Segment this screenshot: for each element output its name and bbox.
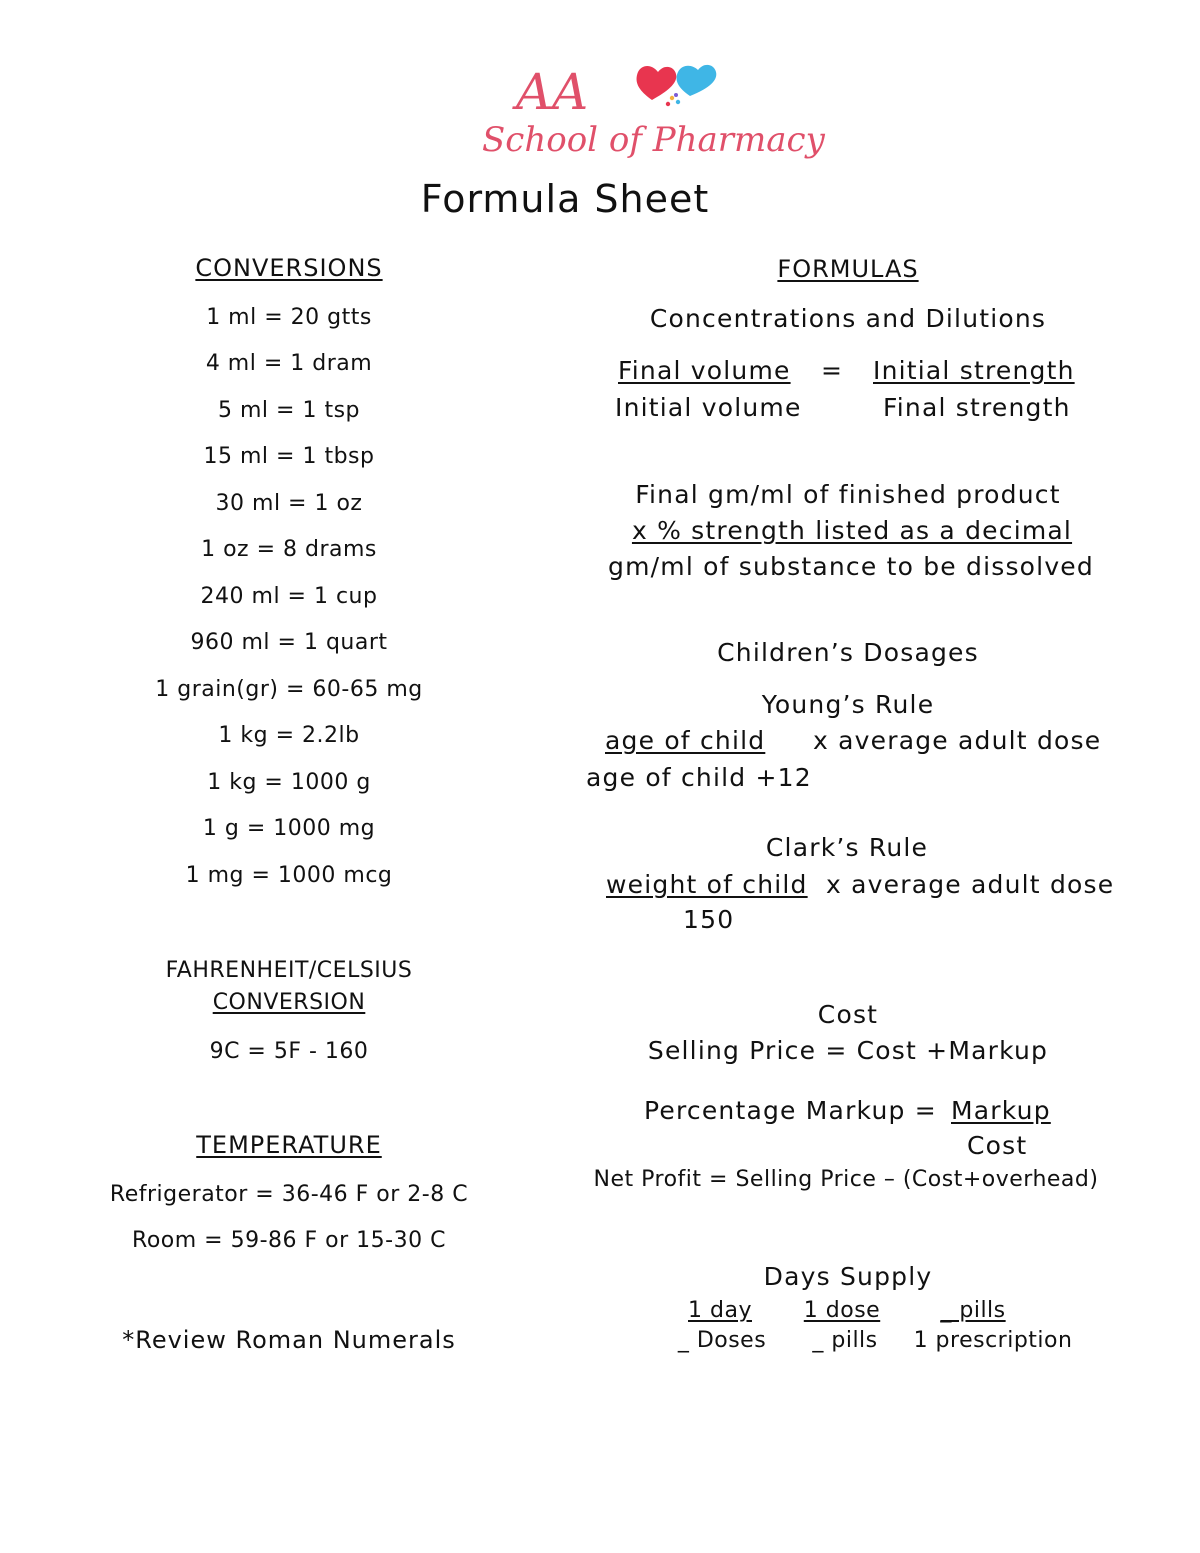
logo-school-name: School of Pharmacy <box>482 120 825 160</box>
list-item: 1 ml = 20 gtts <box>206 305 372 330</box>
youngs-rule-title: Young’s Rule <box>761 690 935 719</box>
list-item: 1 kg = 2.2lb <box>218 723 360 748</box>
concentrations-heading: Concentrations and Dilutions <box>649 304 1047 333</box>
youngs-rule-denominator: age of child +12 <box>586 763 812 792</box>
substance-dissolved-line: gm/ml of substance to be dissolved <box>608 552 1094 581</box>
youngs-rule-multiplier: x average adult dose <box>813 726 1102 755</box>
days-supply-numerator-dose: 1 dose <box>803 1298 881 1323</box>
room-range: Room = 59-86 F or 15-30 C <box>132 1228 446 1253</box>
logo-initials: AA <box>516 63 589 121</box>
list-item: 30 ml = 1 oz <box>215 491 363 516</box>
selling-price-formula: Selling Price = Cost +Markup <box>647 1036 1049 1065</box>
initial-strength-numerator: Initial strength <box>873 356 1075 385</box>
fahrenheit-heading: FAHRENHEIT/CELSIUS <box>165 958 413 983</box>
conversion-heading: CONVERSION <box>212 990 366 1015</box>
list-item: 5 ml = 1 tsp <box>218 398 360 423</box>
fahrenheit-formula: 9C = 5F - 160 <box>209 1039 369 1064</box>
net-profit-formula: Net Profit = Selling Price – (Cost+overhead) <box>593 1167 1099 1192</box>
finished-product-line: Final gm/ml of finished product <box>635 480 1061 509</box>
strength-decimal-line: x % strength listed as a decimal <box>631 516 1073 545</box>
list-item: 1 grain(gr) = 60-65 mg <box>155 677 423 702</box>
list-item: 4 ml = 1 dram <box>205 351 373 376</box>
days-supply-denominator-pills: _ pills <box>812 1328 878 1353</box>
clarks-rule-numerator: weight of child <box>606 870 808 899</box>
list-item: 15 ml = 1 tbsp <box>203 444 375 469</box>
days-supply-numerator-pills: _ pills <box>940 1298 1006 1323</box>
page-title: Formula Sheet <box>420 177 710 221</box>
childrens-dosages-heading: Children’s Dosages <box>717 638 979 667</box>
initial-volume-denominator: Initial volume <box>615 393 802 422</box>
days-supply-numerator-day: 1 day <box>688 1298 752 1323</box>
formulas-heading: FORMULAS <box>777 255 919 283</box>
list-item: 1 g = 1000 mg <box>202 816 376 841</box>
list-item: 960 ml = 1 quart <box>190 630 388 655</box>
percentage-markup-label: Percentage Markup = <box>644 1096 937 1125</box>
refrigerator-range: Refrigerator = 36-46 F or 2-8 C <box>109 1182 469 1207</box>
percentage-markup-numerator: Markup <box>951 1096 1051 1125</box>
cost-heading: Cost <box>817 1000 879 1029</box>
list-item: 1 mg = 1000 mcg <box>185 863 393 888</box>
days-supply-denominator-prescription: 1 prescription <box>913 1328 1073 1353</box>
list-item: 240 ml = 1 cup <box>200 584 378 609</box>
final-volume-numerator: Final volume <box>618 356 791 385</box>
clarks-rule-title: Clark’s Rule <box>765 833 929 862</box>
days-supply-heading: Days Supply <box>763 1262 933 1291</box>
temperature-heading: TEMPERATURE <box>196 1131 382 1159</box>
equals-sign: = <box>821 356 844 385</box>
youngs-rule-numerator: age of child <box>605 726 766 755</box>
review-note: *Review Roman Numerals <box>122 1326 456 1354</box>
days-supply-denominator-doses: _ Doses <box>677 1328 767 1353</box>
clarks-rule-multiplier: x average adult dose <box>826 870 1115 899</box>
list-item: 1 oz = 8 drams <box>201 537 377 562</box>
pill-hearts-icon <box>632 58 722 108</box>
final-strength-denominator: Final strength <box>883 393 1071 422</box>
clarks-rule-denominator: 150 <box>683 905 735 934</box>
list-item: 1 kg = 1000 g <box>207 770 371 795</box>
percentage-markup-denominator: Cost <box>967 1131 1028 1160</box>
conversions-heading: CONVERSIONS <box>195 254 383 282</box>
